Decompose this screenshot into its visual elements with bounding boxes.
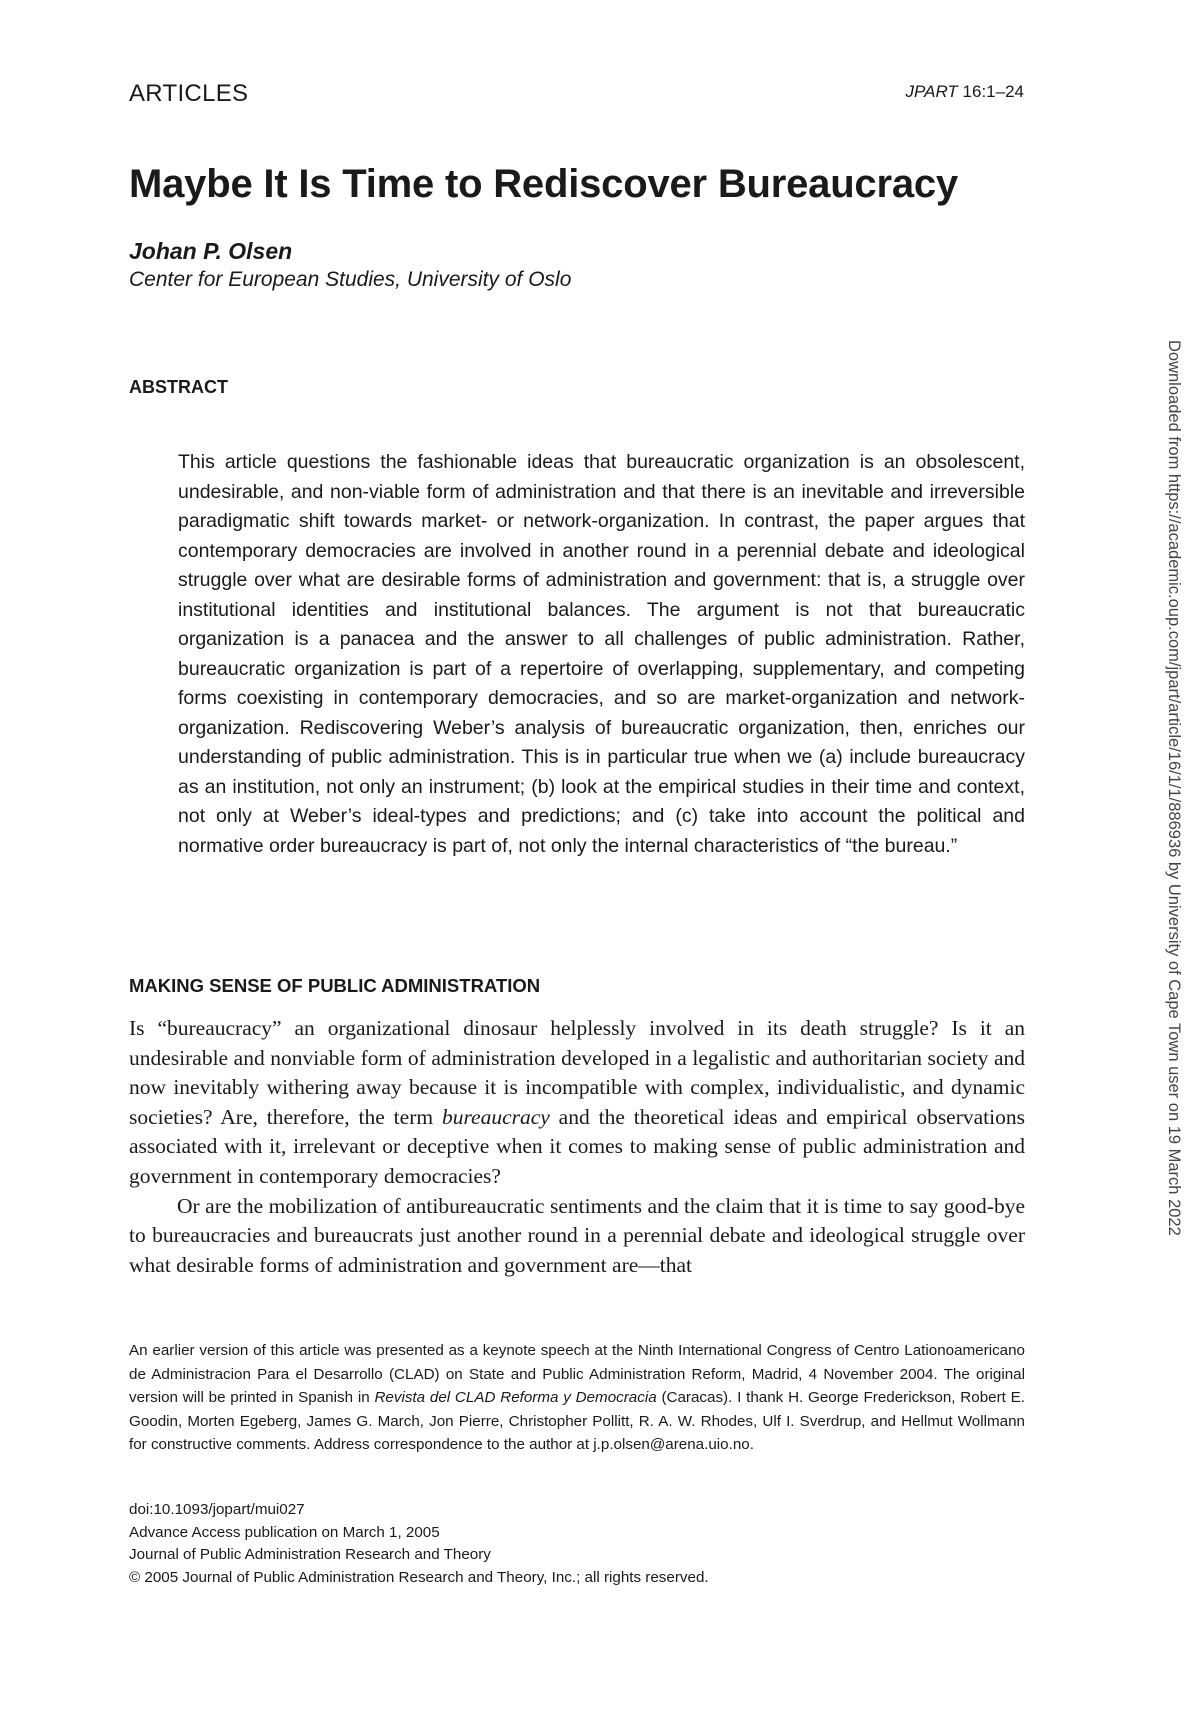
doi: doi:10.1093/jopart/mui027 xyxy=(129,1501,305,1518)
volume-pages: 16:1–24 xyxy=(962,82,1024,101)
footnote-journal: Revista del CLAD Reforma y Democracia xyxy=(374,1389,657,1406)
footnote xyxy=(129,1339,1025,1457)
copyright: © 2005 Journal of Public Administration Research and Theory, Inc.; all rights reserved. xyxy=(129,1568,709,1586)
footnote-part-1: An earlier version of this article was presented as a keynote speech at the Ninth International Congress of Centro Lationoamericano de Administracion Para el Desarrollo (CLAD) on State and Public Administration Reform, Madrid, 4 November 2004. The original version will be printed in Spanish in xyxy=(129,1342,1025,1406)
body-paragraph-1 xyxy=(129,1014,1025,1192)
journal-citation xyxy=(906,82,1024,102)
journal-abbrev: JPART xyxy=(905,82,958,101)
advance-access: Advance Access publication on March 1, 2005 xyxy=(129,1523,440,1541)
journal-name: Journal of Public Administration Research and Theory xyxy=(129,1546,491,1563)
article-title: Maybe It Is Time to Rediscover Bureaucracy xyxy=(129,162,958,206)
download-watermark: Downloaded from https://academic.oup.com/jpart/article/16/1/1/886936 by University of Cape Town user on 19 March 2022 xyxy=(1165,340,1183,1236)
body-text xyxy=(129,1014,1025,1280)
author-affiliation: Center for European Studies, University of Oslo xyxy=(129,268,572,291)
p1-part-b: and the theoretical ideas and empirical observations associated with it, irrelevant or deceptive when it comes to making sense of public administration and government in contemporary democracies? xyxy=(129,1104,1025,1188)
abstract-text: This article questions the fashionable ideas that bureaucratic organization is an obsolescent, undesirable, and non-viable form of administration and that there is an inevitable and irreversible paradigmatic shift towards market- or network-organization. In contrast, the paper argues that contemporary democracies are involved in another round in a perennial debate and ideological struggle over what are desirable forms of administration and government: that is, a struggle over institutional identities and institutional balances. The argument is not that bureaucratic organization is a panacea and the answer to all challenges of public administration. Rather, bureaucratic organization is part of a repertoire of overlapping, supplementary, and competing forms coexisting in contemporary democracies, and so are market-organization and network-organization. Rediscovering Weber’s analysis of bureaucratic organization, then, enriches our understanding of public administration. This is in particular true when we (a) include bureaucracy as an institution, not only an instrument; (b) look at the empirical studies in their time and context, not only at Weber’s ideal-types and predictions; and (c) take into account the political and normative order bureaucracy is part of, not only the internal characteristics of “the bureau.” xyxy=(178,451,1025,857)
p1-part-a: Is “bureaucracy” an organizational dinosaur helplessly involved in its death struggle? Is it an undesirable and nonviable form of administration developed in a legalistic and authoritarian society and now inevitably withering away because it is incompatible with complex, individualistic, and dynamic societies? Are, therefore, the term xyxy=(129,1016,1025,1129)
publication-info xyxy=(129,1499,709,1589)
section-heading: MAKING SENSE OF PUBLIC ADMINISTRATION xyxy=(129,975,541,996)
p1-emphasis: bureaucracy xyxy=(441,1104,550,1129)
section-label: ARTICLES xyxy=(129,80,249,107)
author-name: Johan P. Olsen xyxy=(129,238,293,264)
abstract-heading: ABSTRACT xyxy=(129,377,228,397)
footnote-part-2: (Caracas). I thank H. George Frederickson, Robert E. Goodin, Morten Egeberg, James G. March, Jon Pierre, Christopher Pollitt, R. A. W. Rhodes, Ulf I. Sverdrup, and Hellmut Wollmann for constructive comments. Address correspondence to the author at j.p.olsen@arena.uio.no. xyxy=(129,1389,1026,1453)
body-paragraph-2: Or are the mobilization of antibureaucratic sentiments and the claim that it is time to say good-bye to bureaucracies and bureaucrats just another round in a perennial debate and ideological struggle over what desirable forms of administration and government are—that xyxy=(129,1193,1025,1277)
